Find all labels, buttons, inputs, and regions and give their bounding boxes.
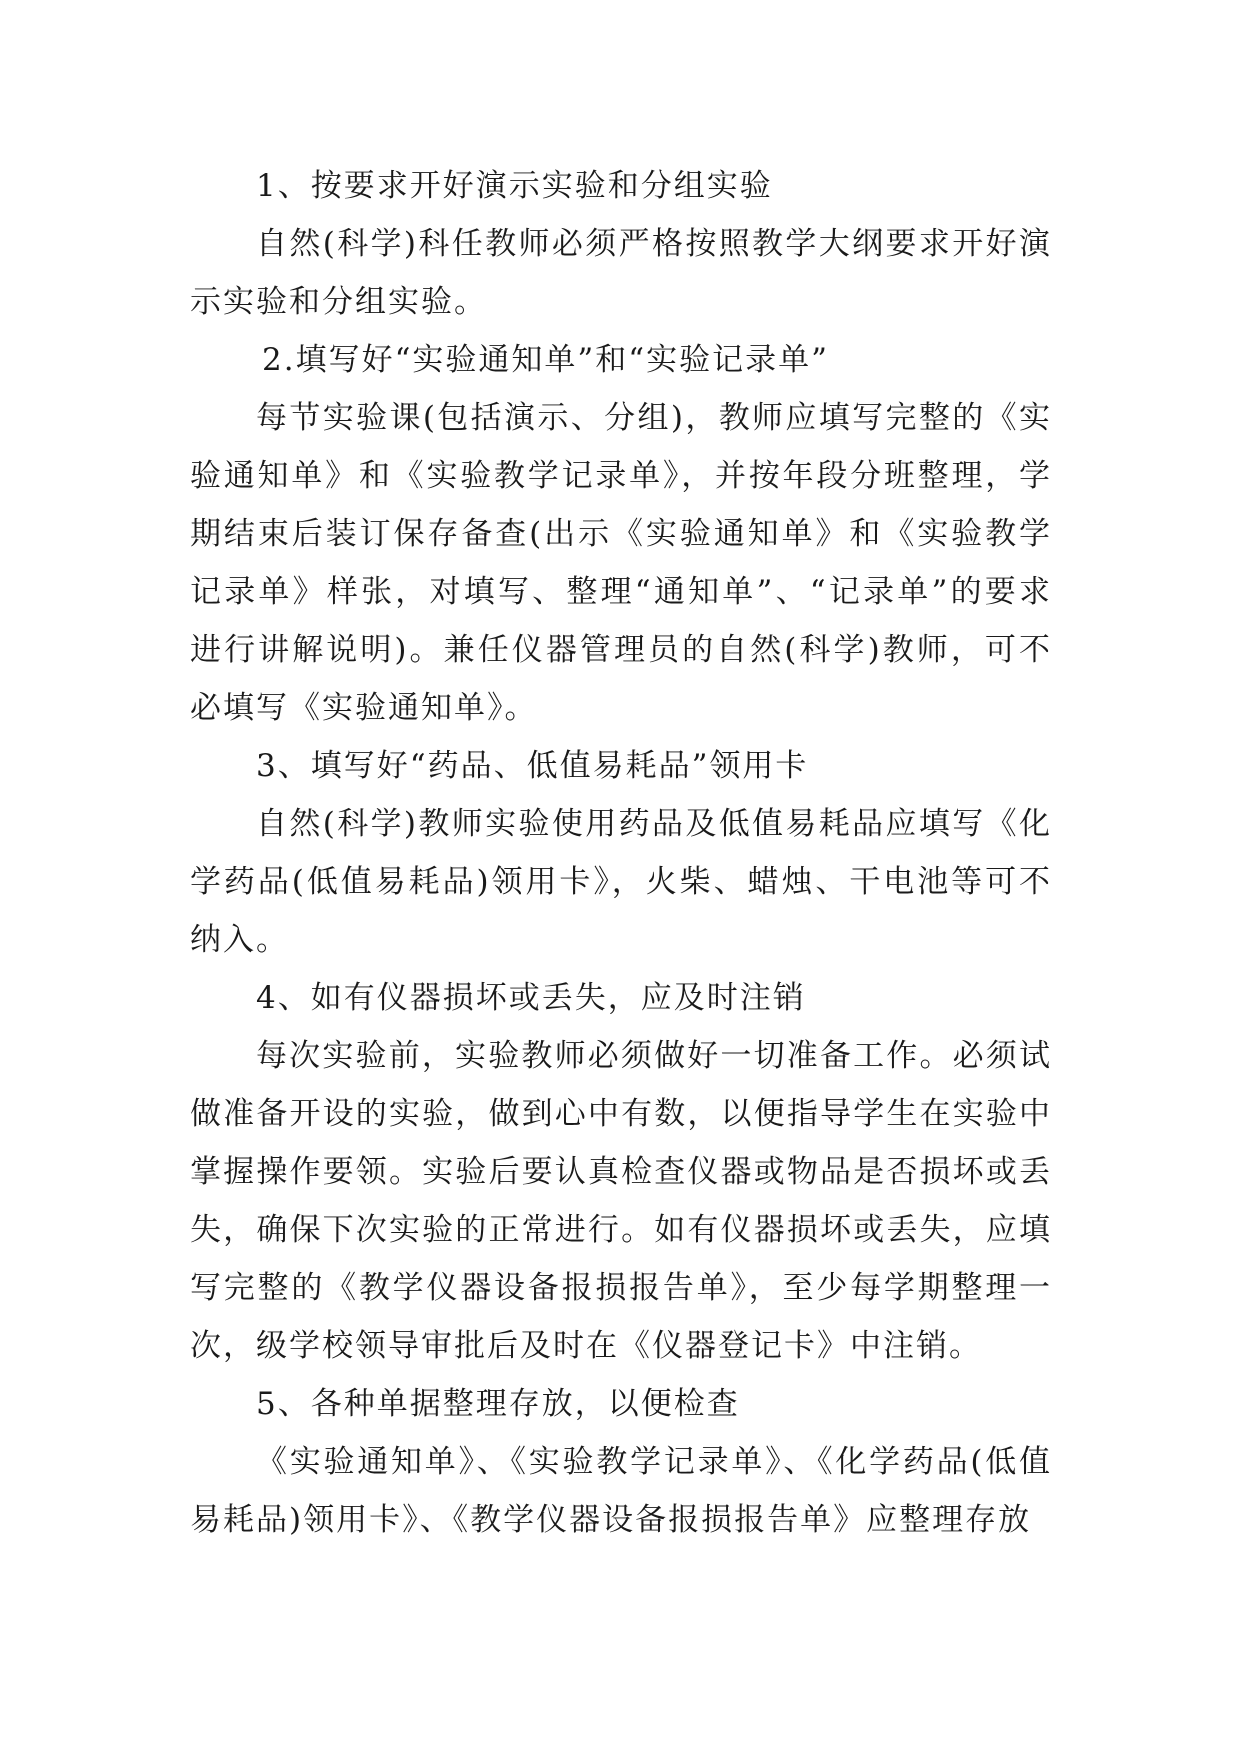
section-1-body: 自然(科学)科任教师必须严格按照教学大纲要求开好演示实验和分组实验。 xyxy=(190,226,1052,320)
section-3-body: 自然(科学)教师实验使用药品及低值易耗品应填写《化学药品(低值易耗品)领用卡》，火柴、蜡烛、干电池等可不纳入。 xyxy=(190,806,1052,958)
section-2-body: 每节实验课(包括演示、分组)，教师应填写完整的《实验通知单》和《实验教学记录单》，并按年段分班整理，学期结束后装订保存备查(出示《实验通知单》和《实验教学记录单》样张，对填写、整理“通知单”、“记录单”的要求进行讲解说明)。兼任仪器管理员的自然(科学)教师，可不必填写《实验通知单》。 xyxy=(190,400,1052,726)
section-4-body: 每次实验前，实验教师必须做好一切准备工作。必须试做准备开设的实验，做到心中有数，以便指导学生在实验中掌握操作要领。实验后要认真检查仪器或物品是否损坏或丢失，确保下次实验的正常进行。如有仪器损坏或丢失，应填写完整的《教学仪器设备报损报告单》，至少每学期整理一次，级学校领导审批后及时在《仪器登记卡》中注销。 xyxy=(190,1038,1052,1364)
section-5-body: 《实验通知单》、《实验教学记录单》、《化学药品(低值易耗品)领用卡》、《教学仪器设备报损报告单》应整理存放 xyxy=(190,1444,1052,1538)
section-4-heading: 4、如有仪器损坏或丢失，应及时注销 xyxy=(256,980,806,1016)
section-3-heading: 3、填写好“药品、低值易耗品”领用卡 xyxy=(256,748,809,784)
section-1-heading: 1、按要求开好演示实验和分组实验 xyxy=(256,168,773,204)
document-body xyxy=(190,157,1052,1549)
section-5-heading: 5、各种单据整理存放，以便检查 xyxy=(256,1386,740,1422)
section-2-heading: 2.填写好“实验通知单”和“实验记录单” xyxy=(262,342,829,378)
